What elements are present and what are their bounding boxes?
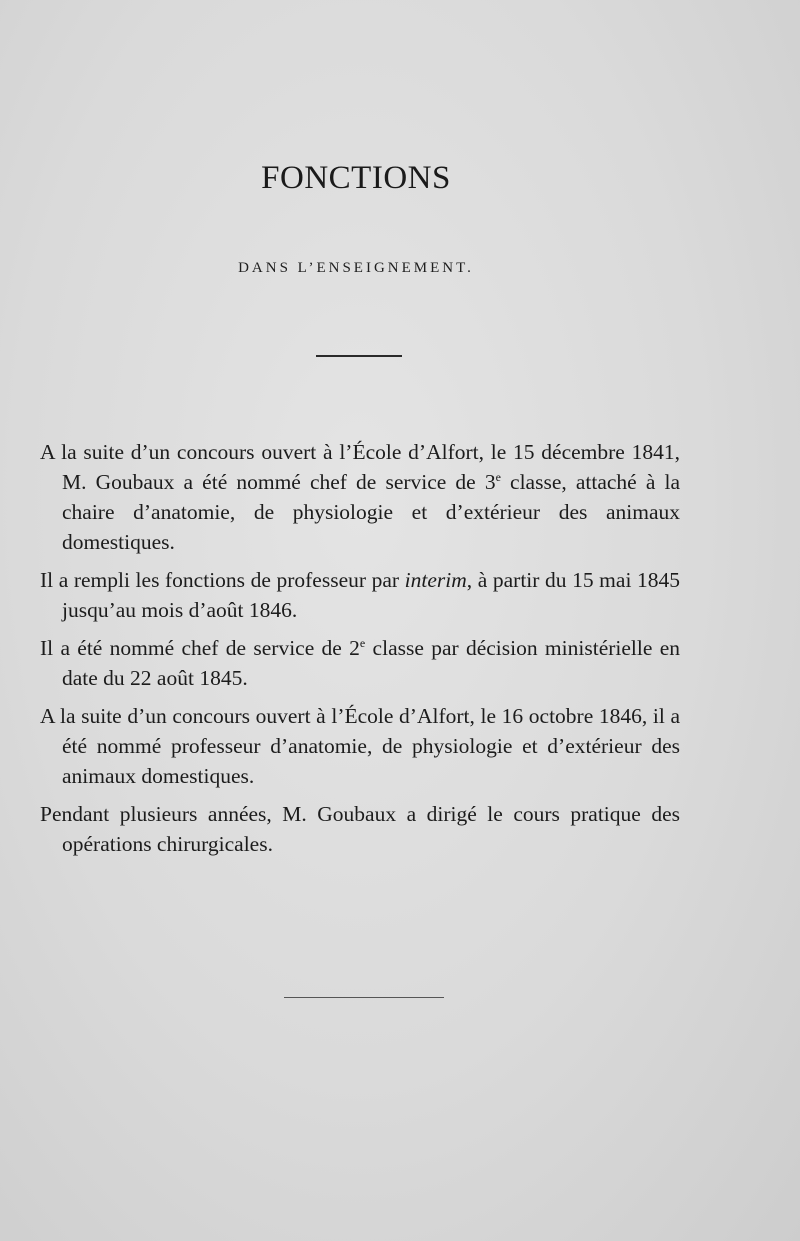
paragraph-4: A la suite d’un concours ouvert à l’École d’Alfort, le 16 octobre 1846, il a été nommé professeur d’anatomie, de physiologie et d’extérieur des animaux domestiques. [40, 704, 680, 788]
paragraph-2-text: Il a rempli les fonctions de professeur par [40, 568, 405, 592]
paragraph-5: Pendant plusieurs années, M. Goubaux a dirigé le cours pratique des opérations chirurgicales. [40, 802, 680, 856]
superscript-e: e [495, 469, 501, 484]
title-divider [316, 355, 402, 357]
paragraph-2-text-cont: , à partir du 15 mai 1845 jusqu’au mois d’août 1846. [62, 568, 680, 622]
superscript-e: e [359, 635, 366, 650]
paragraph-1-text-cont: classe, attaché à la chaire d’anatomie, de physiologie et d’extérieur des animaux domestiques. [62, 470, 680, 554]
paragraph-3-text: Il a été nommé chef de service de 2 [40, 636, 360, 660]
paragraph-1 [40, 437, 680, 557]
page-title: FONCTIONS [261, 160, 451, 196]
closing-divider [284, 997, 444, 998]
paragraph-1-text: A la suite d’un concours ouvert à l’École d’Alfort, le 15 décembre 1841, M. Goubaux a été nommé chef de service de 3 [40, 440, 680, 494]
page-subtitle: DANS L’ENSEIGNEMENT. [238, 260, 474, 276]
paragraph-3-text-cont: classe par décision ministérielle en date du 22 août 1845. [62, 636, 680, 690]
italic-interim: interim [404, 568, 467, 592]
paragraph-2 [40, 565, 680, 625]
paragraph-3 [40, 633, 680, 693]
document-body [40, 437, 680, 867]
